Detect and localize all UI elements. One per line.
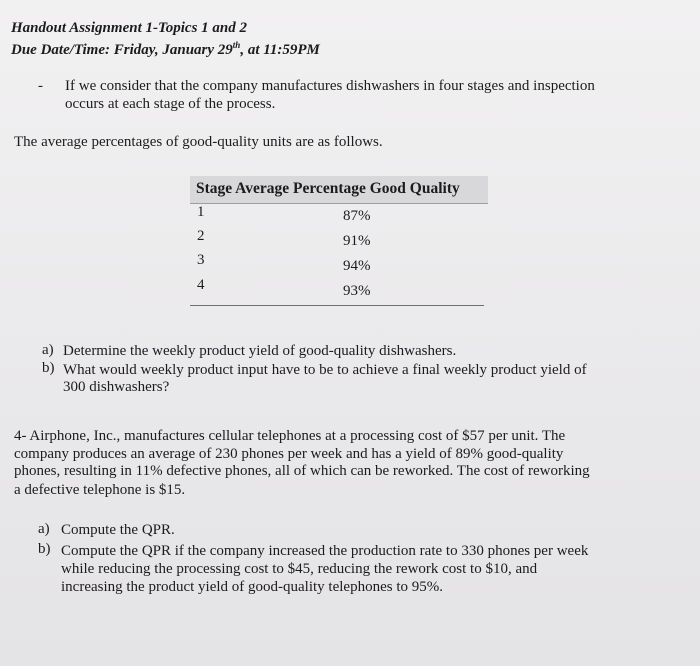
problem4-line: a defective telephone is $15.	[14, 482, 186, 498]
table-stage-cell: 2	[197, 228, 205, 244]
table-header-text: Stage Average Percentage Good Quality	[196, 180, 460, 197]
problem4-line: company produces an average of 230 phones per week and has a yield of 89% good-quality	[14, 446, 564, 462]
question-2b-line: increasing the product yield of good-quality telephones to 95%.	[61, 579, 443, 595]
bullet-dash: -	[38, 78, 43, 94]
question-2a-line: Compute the QPR.	[61, 522, 175, 538]
table-pct-cell: 94%	[343, 258, 371, 274]
table-bottom-rule	[190, 305, 484, 306]
question-label: a)	[42, 342, 54, 358]
due-date-sup: th	[232, 40, 241, 50]
table-pct-cell: 91%	[343, 233, 371, 249]
assignment-title: Handout Assignment 1-Topics 1 and 2	[11, 20, 248, 36]
question-1a-line: Determine the weekly product yield of good-quality dishwashers.	[63, 343, 457, 359]
question-2b-line: while reducing the processing cost to $45, reducing the rework cost to $10, and	[61, 561, 538, 577]
due-date-prefix: Due Date/Time: Friday, January 29	[11, 42, 233, 58]
table-pct-cell: 93%	[343, 283, 371, 299]
table-intro: The average percentages of good-quality units are as follows.	[14, 134, 383, 150]
intro-line-1: If we consider that the company manufactures dishwashers in four stages and inspection	[65, 78, 595, 94]
intro-line-2: occurs at each stage of the process.	[65, 96, 276, 112]
question-1b-line: What would weekly product input have to be to achieve a final weekly product yield of	[63, 362, 587, 378]
question-label: a)	[38, 521, 50, 537]
table-stage-cell: 1	[197, 204, 205, 220]
problem4-line: 4- Airphone, Inc., manufactures cellular telephones at a processing cost of $57 per unit. The	[14, 428, 566, 444]
table-stage-cell: 3	[197, 252, 205, 268]
question-label: b)	[42, 360, 55, 376]
table-header	[190, 176, 488, 204]
table-stage-cell: 4	[197, 277, 205, 293]
due-date-suffix: , at 11:59PM	[240, 42, 320, 58]
table-pct-cell: 87%	[343, 208, 371, 224]
due-date	[11, 40, 320, 59]
problem4-line: phones, resulting in 11% defective phones, all of which can be reworked. The cost of reworking	[14, 463, 590, 479]
question-label: b)	[38, 541, 51, 557]
question-2b-line: Compute the QPR if the company increased the production rate to 330 phones per week	[61, 543, 589, 559]
question-1b-line: 300 dishwashers?	[63, 379, 170, 395]
